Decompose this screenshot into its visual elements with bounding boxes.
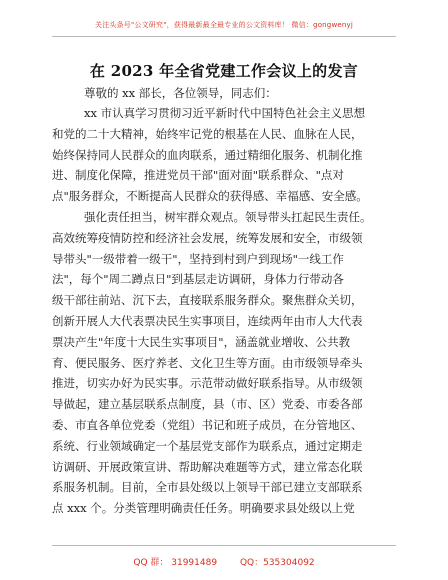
body-line: 进、制度化保障，推进党员干部"面对面"联系群众、"点对 bbox=[52, 168, 344, 183]
footer-qq: QQ：535304092 bbox=[239, 558, 315, 568]
header-divider bbox=[52, 36, 396, 37]
body-line: 委、市直各单位党委（党组）书记和班子成员，在分管地区、 bbox=[52, 417, 363, 432]
footer-divider bbox=[52, 545, 396, 546]
footer bbox=[0, 555, 448, 568]
body-line: 导做起，建立基层联系点制度，县（市、区）党委、市委各部 bbox=[52, 397, 363, 412]
body-line: 点"服务群众，不断提高人民群众的获得感、幸福感、安全感。 bbox=[52, 189, 368, 204]
body-line: 访调研、开展政策宣讲、帮助解决难题等方式，建立常态化联 bbox=[52, 459, 363, 474]
document-body bbox=[52, 103, 396, 519]
body-line: 育、便民服务、医疗养老、文化卫生等方面。由市级领导牵头 bbox=[52, 355, 363, 370]
body-line: xx 市认真学习贯彻习近平新时代中国特色社会主义思想 bbox=[84, 106, 366, 120]
body-line: 系服务机制。目前，全市县处级以上领导干部已建立支部联系 bbox=[52, 480, 363, 495]
body-line: 创新开展人大代表票决民生实事项目，连续两年由市人大代表 bbox=[52, 313, 363, 328]
body-line: 系统、行业领域确定一个基层党支部作为联系点，通过定期走 bbox=[52, 438, 363, 453]
body-line: 始终保持同人民群众的血肉联系，通过精细化服务、机制化推 bbox=[52, 147, 363, 162]
document-title: 在 2023 年全省党建工作会议上的发言 bbox=[89, 62, 359, 80]
body-line: 票决产生"年度十大民生实事项目"，涵盖就业增收、公共教 bbox=[52, 334, 351, 349]
body-line: 导带头"一级带着一级干"，坚持到村到户到现场"一线工作 bbox=[52, 251, 344, 266]
body-line: 和党的二十大精神，始终牢记党的根基在人民、血脉在人民， bbox=[52, 126, 363, 141]
body-line: 点 xxx 个。分类管理明确责任任务。明确要求县处级以上党 bbox=[52, 501, 355, 516]
salutation: 尊敬的 xx 部长，各位领导，同志们： bbox=[84, 86, 277, 100]
body-line: 法"，每个"周二蹲点日"到基层走访调研，身体力行带动各 bbox=[52, 272, 344, 287]
body-line: 强化责任担当，树牢群众观点。领导带头扛起民生责任。 bbox=[84, 209, 372, 224]
body-line: 级干部往前站、沉下去，直接联系服务群众。聚焦群众关切， bbox=[52, 293, 363, 308]
body-line: 高效统筹疫情防控和经济社会发展，统筹发展和安全，市级领 bbox=[52, 230, 363, 245]
body-line: 推进，切实办好为民实事。示范带动做好联系指导。从市级领 bbox=[52, 376, 363, 391]
footer-qq-group: QQ 群： 31991489 bbox=[133, 558, 218, 568]
header-banner: 关注头条号"公文研究"，获得最新最全最专业的公文资料库！ 微信：gongwenyj bbox=[94, 21, 354, 29]
